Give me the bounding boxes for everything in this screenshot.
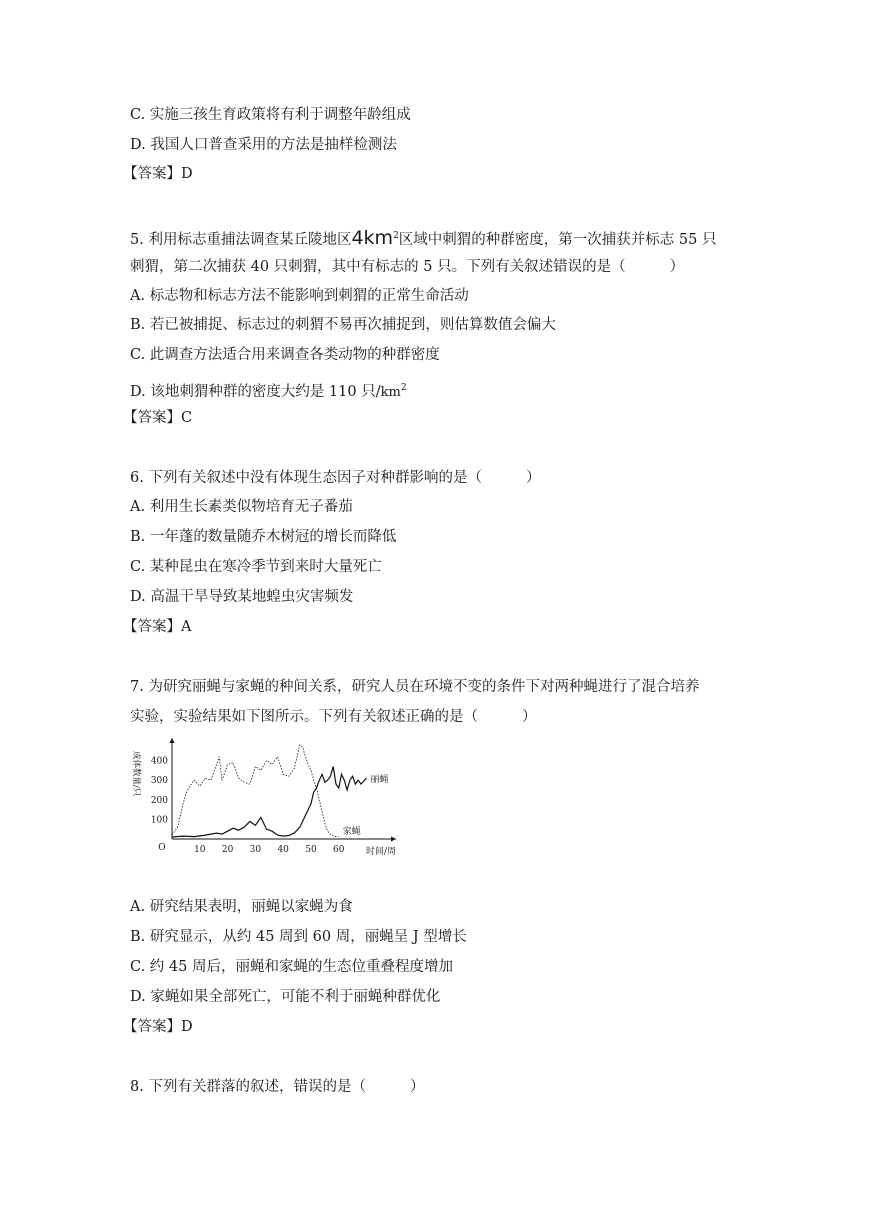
q5-option-d: [130, 378, 407, 403]
y-tick-label: 300: [150, 776, 168, 787]
q5-option-d-unit: km: [380, 384, 401, 400]
y-tick-label: 100: [150, 815, 168, 826]
x-tick-label: 50: [305, 845, 317, 855]
population-chart: [128, 736, 408, 860]
q5-stem-part2: 区域中刺猬的种群密度，第一次捕获并标志 55 只: [398, 231, 717, 248]
q5-stem-area: 4km: [351, 226, 394, 249]
q5-stem-area-exp: 2: [393, 231, 399, 241]
q5-stem-line1: [130, 226, 716, 250]
y-tick-label: 400: [150, 756, 168, 767]
x-tick-label: 40: [277, 845, 289, 855]
chart-series: [172, 745, 367, 837]
q8-stem: [130, 1077, 424, 1097]
x-tick-label: 30: [249, 845, 262, 855]
q5-stem-text: 刺猬，第二次捕获 40 只刺猬，其中有标志的 5 只。下列有关叙述错误的是（: [130, 259, 626, 275]
q7-answer: 【答案】D: [123, 1019, 193, 1035]
q5-option-d-exp: 2: [400, 383, 407, 393]
series-label: 丽蝇: [370, 775, 389, 786]
x-axis-arrow: [391, 837, 396, 842]
q7-option-c: C. 约 45 周后，丽蝇和家蝇的生态位重叠程度增加: [130, 959, 453, 975]
q8-paren-close: ）: [409, 1079, 425, 1095]
q6-paren-close: ）: [525, 470, 541, 486]
q7-stem-line2: [130, 707, 537, 727]
q5-paren-close: ）: [669, 259, 685, 275]
q5-option-a: A. 标志物和标志方法不能影响到刺猬的正常生命活动: [130, 288, 469, 304]
q5-stem-part1: 5. 利用标志重捕法调查某丘陵地区: [130, 231, 352, 248]
q5-stem-line2: [130, 257, 684, 277]
y-tick-label: 200: [150, 795, 168, 806]
series-label: 家蝇: [342, 827, 361, 838]
x-axis-label: 时间/周: [366, 847, 397, 857]
series-line-blowfly: [172, 767, 367, 838]
y-axis-label: 成体数量/只: [131, 751, 141, 797]
q7-option-a: A. 研究结果表明，丽蝇以家蝇为食: [130, 899, 353, 915]
q4-option-c: C. 实施三孩生育政策将有利于调整年龄组成: [130, 107, 411, 123]
q7-option-b: B. 研究显示，从约 45 周到 60 周，丽蝇呈 J 型增长: [130, 929, 467, 945]
x-tick-label: 60: [333, 845, 345, 855]
q6-option-d: D. 高温干旱导致某地蝗虫灾害频发: [130, 589, 354, 605]
q7-option-d: D. 家蝇如果全部死亡，可能不利于丽蝇种群优化: [130, 989, 441, 1005]
q5-option-b: B. 若已被捕捉、标志过的刺猬不易再次捕捉到，则估算数值会偏大: [130, 317, 556, 333]
chart-axes: [170, 738, 397, 842]
q5-option-d-text: D. 该地刺猬种群的密度大约是 110 只/: [130, 383, 381, 400]
q8-stem-text: 8. 下列有关群落的叙述，错误的是（: [130, 1079, 366, 1095]
q4-answer: 【答案】D: [123, 166, 193, 182]
x-tick-label: 10: [194, 845, 206, 855]
chart-ticks: [151, 757, 345, 855]
q7-paren-close: ）: [522, 709, 537, 725]
chart-labels: [131, 751, 396, 857]
q6-option-a: A. 利用生长素类似物培育无子番茄: [130, 499, 353, 515]
q7-stem-line1: 7. 为研究丽蝇与家蝇的种间关系，研究人员在环境不变的条件下对两种蝇进行了混合培养: [130, 679, 700, 695]
y-axis-arrow: [170, 738, 175, 743]
x-tick-label: 20: [221, 845, 234, 855]
q4-option-d: D. 我国人口普查采用的方法是抽样检测法: [130, 137, 397, 153]
q6-stem: [130, 468, 540, 488]
q7-stem-text: 实验，实验结果如下图所示。下列有关叙述正确的是（: [130, 709, 478, 725]
q5-option-c: C. 此调查方法适合用来调查各类动物的种群密度: [130, 347, 440, 363]
q5-answer: 【答案】C: [123, 410, 193, 426]
q6-option-c: C. 某种昆虫在寒冷季节到来时大量死亡: [130, 559, 382, 575]
q6-stem-text: 6. 下列有关叙述中没有体现生态因子对种群影响的是（: [130, 470, 482, 486]
origin-label: O: [158, 843, 166, 853]
q6-option-b: B. 一年蓬的数量随乔木树冠的增长而降低: [130, 529, 397, 545]
q6-answer: 【答案】A: [123, 619, 192, 635]
